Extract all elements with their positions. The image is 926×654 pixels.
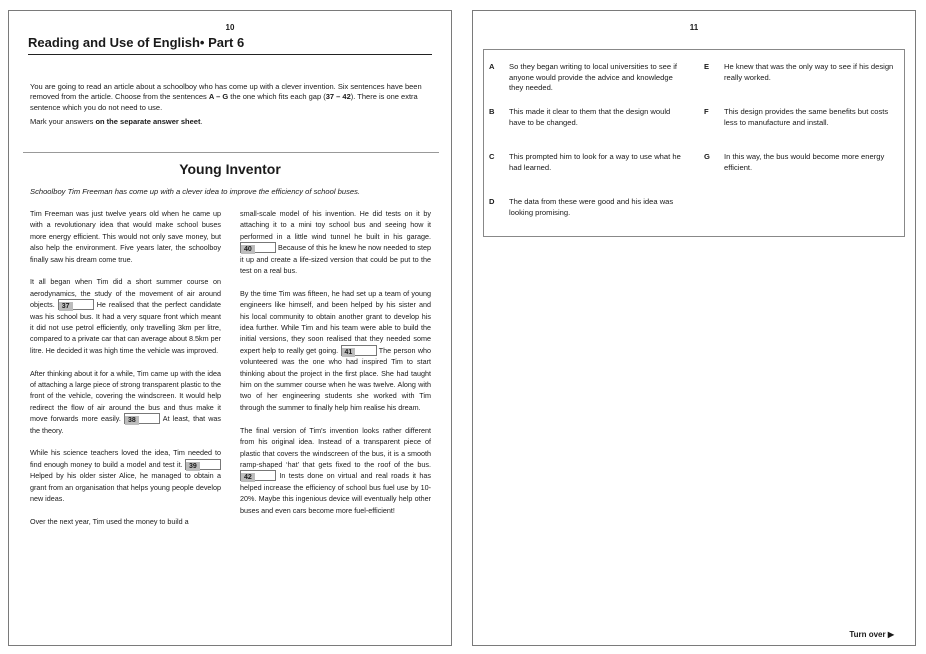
- instructions-gap-range: 37 – 42: [325, 92, 351, 102]
- article-title: Young Inventor: [179, 161, 281, 177]
- page-number: 11: [689, 23, 699, 32]
- gap-number: 40: [241, 245, 255, 254]
- option-text: This design provides the same benefits but costs less to manufacture and install.: [724, 107, 889, 127]
- page-number: 10: [225, 23, 235, 32]
- article-column-2: [240, 208, 431, 527]
- option-text: So they began writing to local universities to see if anyone would provide the advice and knowledge they needed.: [509, 62, 677, 92]
- paragraph: [30, 368, 221, 436]
- option-letter: A: [489, 62, 495, 71]
- option-letter: C: [489, 152, 495, 161]
- instructions-text: [30, 82, 430, 113]
- gap-number: 38: [125, 416, 139, 425]
- option-e: [704, 62, 902, 83]
- paragraph-text: The person who volunteered was the one who had inspired Tim to start thinking about the project in the first place. She had taught him on the summer course when he was twelve. Along with two of her engineering students she worked with Tim through the summer to finally help him realise his dream.: [240, 345, 432, 412]
- paragraph: [240, 208, 431, 276]
- gap-38[interactable]: [124, 413, 160, 424]
- gap-number: 41: [342, 348, 356, 357]
- option-d: [489, 197, 687, 218]
- gap-37[interactable]: [58, 299, 94, 310]
- gap-42[interactable]: [240, 470, 276, 481]
- instructions-part1: You are going to read an article about a schoolboy who has come up with a clever invention. Six sentences have been removed from the article. Choose from the sentences: [30, 82, 422, 102]
- paragraph: [240, 288, 431, 413]
- option-text: This prompted him to look for a way to use what he had learned.: [509, 152, 681, 172]
- option-b: [489, 107, 687, 128]
- paragraph: [30, 447, 221, 504]
- page-11: [472, 10, 916, 646]
- paragraph-text: Helped by his older sister Alice, he managed to obtain a grant from an organisation that helps young people develop new ideas.: [30, 471, 221, 504]
- gap-41[interactable]: [341, 345, 377, 356]
- option-text: The data from these were good and his idea was looking promising.: [509, 197, 674, 217]
- mark-suffix: .: [200, 116, 203, 126]
- gap-40[interactable]: [240, 242, 276, 253]
- divider: [23, 152, 439, 153]
- instructions-letter-range: A – G: [208, 92, 229, 102]
- gap-number: 37: [59, 302, 73, 311]
- paragraph-text: In tests done on virtual and real roads it has helped increase the efficiency of school bus fuel use by 10-20%. Maybe this ingenious device will eventually help other buses and even cars become more fuel-efficient!: [240, 471, 431, 515]
- option-f: [704, 107, 902, 128]
- instructions-part3: ). There is one extra sentence which you do not need to use.: [30, 92, 418, 112]
- paragraph-text: He realised that the perfect candidate was his school bus. It had a very square front which meant it did not use petrol efficiently, only travelling 3km per litre, compared to a private car that can average about 8.5km per litre. He decided it was high time the vehicle was improved.: [30, 300, 222, 355]
- paragraph: [240, 425, 431, 516]
- section-title: Reading and Use of English• Part 6: [28, 35, 245, 50]
- turn-over-label: Turn over ▶: [849, 630, 894, 639]
- option-text: In this way, the bus would become more energy efficient.: [724, 152, 885, 172]
- page-10: [8, 10, 452, 646]
- mark-prefix: Mark your answers: [30, 116, 96, 126]
- gap-39[interactable]: [185, 459, 221, 470]
- paragraph-text: Because of this he knew he now needed to step it up and create a life-sized version that could be put to the test on a real bus.: [240, 243, 432, 276]
- paragraph-text: By the time Tim was fifteen, he had set up a team of young engineers like himself, and been helped by his sister and his local community to obtain another grant to develop his idea further. While Tim and his team were able to build the initial versions, they soon realised that they needed some expert help to really get going.: [240, 288, 431, 355]
- instructions: [30, 82, 430, 131]
- paragraph-text: While his science teachers loved the idea, Tim needed to find enough money to build a model and test it.: [30, 448, 221, 469]
- instructions-part2: the one which fits each gap (: [228, 92, 326, 102]
- article-column-1: [30, 208, 221, 539]
- paragraph-text: At least, that was the theory.: [30, 414, 222, 435]
- option-letter: B: [489, 107, 495, 116]
- gap-number: 42: [241, 473, 255, 482]
- option-letter: D: [489, 197, 495, 206]
- section-header: [28, 35, 432, 55]
- paragraph-text: small-scale model of his invention. He did tests on it by attaching it to a mini toy school bus and seeing how it performed in a little wind tunnel he built in his garage.: [240, 209, 431, 241]
- option-text: He knew that was the only way to see if his design really worked.: [724, 62, 894, 82]
- option-letter: F: [704, 107, 709, 116]
- paragraph: Over the next year, Tim used the money to build a: [30, 516, 189, 526]
- option-g: [704, 152, 902, 173]
- option-c: [489, 152, 687, 173]
- option-text: This made it clear to them that the design would have to be changed.: [509, 107, 671, 127]
- paragraph: [30, 276, 221, 356]
- paragraph-text: It all began when Tim did a short summer course on aerodynamics, the study of the movement of air around objects.: [30, 277, 221, 310]
- option-a: [489, 62, 687, 94]
- paragraph: Tim Freeman was just twelve years old when he came up with a revolutionary idea that would make school buses more energy efficient. This would not only save money, but also help the environment. Five years later, the schoolboy finally saw his dream come true.: [30, 209, 221, 264]
- paragraph-text: After thinking about it for a while, Tim came up with the idea of attaching a large piece of strong transparent plastic to the front of the vehicle, covering the windscreen. It would help redirect the flow of air around the bus and thus make it move forwards more easily.: [30, 368, 221, 424]
- option-letter: E: [704, 62, 710, 71]
- options-box: [483, 49, 905, 237]
- gap-number: 39: [186, 462, 200, 471]
- option-letter: G: [704, 152, 710, 161]
- paragraph-text: The final version of Tim's invention looks rather different from his original idea. Instead of a transparent piece of plastic that covers the windscreen of the bus, it is a smooth ramp-shaped ‘hat’ that gets fixed to the roof of the bus.: [240, 425, 431, 469]
- mark-bold: on the separate answer sheet: [95, 116, 201, 126]
- mark-instruction: [30, 117, 430, 127]
- article-subtitle: Schoolboy Tim Freeman has come up with a clever idea to improve the efficiency of school buses.: [30, 187, 360, 196]
